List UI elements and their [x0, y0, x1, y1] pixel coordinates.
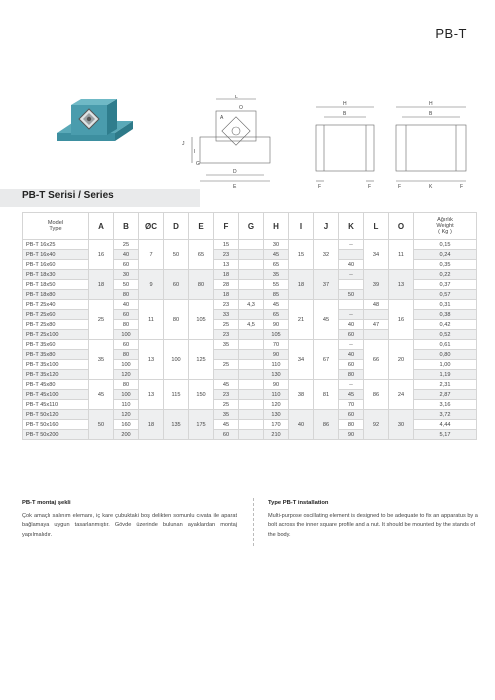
cell-B: 60	[114, 260, 139, 270]
cell-model: PB-T 35x100	[23, 360, 89, 370]
cell-G	[239, 280, 264, 290]
cell-K: 60	[339, 410, 364, 420]
montaj-section	[22, 499, 237, 540]
cell-F: 13	[214, 260, 239, 270]
cell-C: 13	[139, 340, 164, 380]
cell-H: 30	[264, 240, 289, 250]
cell-C: 18	[139, 410, 164, 440]
dim-L-label: L	[235, 95, 238, 100]
cell-A: 25	[89, 300, 114, 340]
table-row	[23, 240, 477, 250]
col-header-B: B	[114, 213, 139, 240]
cell-weight: 2,31	[414, 380, 477, 390]
cell-J: 37	[314, 270, 339, 300]
cell-model: PB-T 16x40	[23, 250, 89, 260]
cell-L: 47	[364, 320, 389, 330]
cell-B: 30	[114, 270, 139, 280]
cell-B: 80	[114, 320, 139, 330]
cell-G	[239, 410, 264, 420]
cell-model: PB-T 25x80	[23, 320, 89, 330]
cell-I: 34	[289, 340, 314, 380]
cell-model: PB-T 35x60	[23, 340, 89, 350]
cell-H: 110	[264, 360, 289, 370]
cell-J: 32	[314, 240, 339, 270]
cell-G	[239, 420, 264, 430]
cell-G	[239, 260, 264, 270]
dim-J-label: J	[182, 141, 185, 147]
installation-text: Multi-purpose oscillating element is designed to be adequate to fix an apparatus by a bolt across the inner square profile and a nut. It should be mounted by the stands of the body.	[268, 512, 478, 538]
cell-weight: 0,22	[414, 270, 477, 280]
product-image	[55, 95, 135, 155]
cell-weight: 0,61	[414, 340, 477, 350]
cell-O: 13	[389, 270, 414, 300]
cell-weight: 0,24	[414, 250, 477, 260]
cell-D: 115	[164, 380, 189, 410]
cell-K: 70	[339, 400, 364, 410]
col-header-H: H	[264, 213, 289, 240]
cell-weight: 0,38	[414, 310, 477, 320]
cell-I: 40	[289, 410, 314, 440]
cell-B: 25	[114, 240, 139, 250]
cell-A: 18	[89, 270, 114, 300]
cell-model: PB-T 18x80	[23, 290, 89, 300]
dim-A-label: A	[220, 115, 224, 121]
cell-model: PB-T 25x40	[23, 300, 89, 310]
cell-F: 23	[214, 330, 239, 340]
cell-F: 15	[214, 240, 239, 250]
cell-B: 60	[114, 340, 139, 350]
cell-A: 35	[89, 340, 114, 380]
col-header-K: K	[339, 213, 364, 240]
cell-G	[239, 380, 264, 390]
col-header-model: Model Type	[23, 213, 89, 240]
spec-table	[22, 212, 477, 440]
cell-F: 35	[214, 410, 239, 420]
col-header-weight: Ağırlık Weight ( Kg )	[414, 213, 477, 240]
cell-L: 66	[364, 340, 389, 380]
cell-G	[239, 330, 264, 340]
dim-H-label: H	[429, 101, 433, 107]
cell-F	[214, 350, 239, 360]
end-view-drawing	[392, 95, 472, 190]
dim-K-label: K	[429, 184, 433, 190]
cell-model: PB-T 50x160	[23, 420, 89, 430]
cell-weight: 0,80	[414, 350, 477, 360]
cell-H: 55	[264, 280, 289, 290]
cell-E: 150	[189, 380, 214, 410]
cell-L: 34	[364, 240, 389, 270]
cell-H: 45	[264, 250, 289, 260]
cell-G	[239, 270, 264, 280]
side-view-drawing	[180, 95, 285, 190]
cell-E: 125	[189, 340, 214, 380]
cell-O: 24	[389, 380, 414, 410]
col-header-O: O	[389, 213, 414, 240]
cell-G	[239, 350, 264, 360]
cell-L	[364, 330, 389, 340]
cell-L	[364, 310, 389, 320]
dim-E-label: E	[233, 184, 237, 190]
cell-G: 4,3	[239, 300, 264, 310]
cell-weight: 2,87	[414, 390, 477, 400]
cell-B: 50	[114, 280, 139, 290]
cell-H: 90	[264, 380, 289, 390]
cell-G	[239, 290, 264, 300]
cell-K: 80	[339, 420, 364, 430]
cell-K: 40	[339, 350, 364, 360]
cell-C: 7	[139, 240, 164, 270]
cell-F: 18	[214, 290, 239, 300]
cell-F: 25	[214, 360, 239, 370]
cell-H: 85	[264, 290, 289, 300]
cell-weight: 1,19	[414, 370, 477, 380]
table-header-row	[23, 213, 477, 240]
col-header-I: I	[289, 213, 314, 240]
cell-B: 80	[114, 350, 139, 360]
cell-B: 100	[114, 360, 139, 370]
cell-I: 38	[289, 380, 314, 410]
cell-H: 35	[264, 270, 289, 280]
cell-L: 86	[364, 380, 389, 410]
cell-O: 30	[389, 410, 414, 440]
cell-F: 25	[214, 400, 239, 410]
cell-D: 80	[164, 300, 189, 340]
cell-F: 25	[214, 320, 239, 330]
dim-F-label: F	[368, 184, 372, 190]
cell-F: 23	[214, 300, 239, 310]
cell-H: 90	[264, 350, 289, 360]
cell-F: 18	[214, 270, 239, 280]
cell-A: 50	[89, 410, 114, 440]
cell-H: 120	[264, 400, 289, 410]
cell-O: 11	[389, 240, 414, 270]
cell-G	[239, 340, 264, 350]
cell-B: 80	[114, 380, 139, 390]
cell-model: PB-T 25x60	[23, 310, 89, 320]
cell-B: 40	[114, 300, 139, 310]
cell-O: 16	[389, 300, 414, 340]
cell-D: 50	[164, 240, 189, 270]
dim-F-label: F	[398, 184, 402, 190]
cell-B: 120	[114, 370, 139, 380]
cell-K: 50	[339, 290, 364, 300]
cell-C: 9	[139, 270, 164, 300]
cell-K: --	[339, 240, 364, 250]
cell-F: 35	[214, 340, 239, 350]
col-header-C: ØC	[139, 213, 164, 240]
dim-B-label: B	[429, 111, 433, 117]
cell-K: --	[339, 340, 364, 350]
cell-F: 23	[214, 390, 239, 400]
cell-weight: 0,52	[414, 330, 477, 340]
cell-H: 70	[264, 340, 289, 350]
cell-F: 45	[214, 420, 239, 430]
cell-G	[239, 360, 264, 370]
cell-model: PB-T 50x120	[23, 410, 89, 420]
cell-O: 20	[389, 340, 414, 380]
cell-B: 200	[114, 430, 139, 440]
cell-K: 45	[339, 390, 364, 400]
cell-model: PB-T 45x100	[23, 390, 89, 400]
cell-H: 110	[264, 390, 289, 400]
cell-model: PB-T 35x120	[23, 370, 89, 380]
installation-section	[268, 499, 478, 540]
cell-C: 11	[139, 300, 164, 340]
cell-model: PB-T 16x60	[23, 260, 89, 270]
col-header-F: F	[214, 213, 239, 240]
cell-G	[239, 310, 264, 320]
cell-B: 160	[114, 420, 139, 430]
front-view-drawing	[310, 95, 380, 190]
table-row	[23, 410, 477, 420]
cell-B: 120	[114, 410, 139, 420]
cell-weight: 0,15	[414, 240, 477, 250]
cell-model: PB-T 25x100	[23, 330, 89, 340]
cell-G	[239, 370, 264, 380]
cell-K	[339, 250, 364, 260]
cell-A: 45	[89, 380, 114, 410]
cell-G	[239, 390, 264, 400]
cell-H: 65	[264, 260, 289, 270]
cell-K: 60	[339, 360, 364, 370]
cell-B: 40	[114, 250, 139, 260]
cell-weight: 0,42	[414, 320, 477, 330]
table-row	[23, 270, 477, 280]
table-row	[23, 300, 477, 310]
dim-H-label: H	[343, 101, 347, 107]
cell-K: 90	[339, 430, 364, 440]
cell-K: 40	[339, 320, 364, 330]
cell-C: 13	[139, 380, 164, 410]
cell-E: 65	[189, 240, 214, 270]
cell-weight: 0,31	[414, 300, 477, 310]
cell-weight: 0,37	[414, 280, 477, 290]
cell-H: 90	[264, 320, 289, 330]
cell-weight: 5,17	[414, 430, 477, 440]
cell-B: 110	[114, 400, 139, 410]
cell-K	[339, 280, 364, 290]
cell-K: --	[339, 270, 364, 280]
cell-F: 33	[214, 310, 239, 320]
montaj-title: PB-T montaj şekli	[22, 500, 71, 506]
series-title: PB-T Serisi / Series	[22, 190, 114, 201]
cell-J: 45	[314, 300, 339, 340]
cell-I: 15	[289, 240, 314, 270]
cell-D: 100	[164, 340, 189, 380]
montaj-text: Çok amaçlı salınım elemanı, iç kare çubuktaki boş delikten somunlu cıvata ile aparat bağlamaya uygun tasarlanmıştır. Gövde üzerinde bulunan ayaklardan montaj yapılmalıdır.	[22, 512, 237, 538]
dim-G-label: G	[196, 161, 200, 167]
dim-B-label: B	[343, 111, 347, 117]
dim-F-label: F	[318, 184, 322, 190]
table-row	[23, 380, 477, 390]
cell-B: 100	[114, 330, 139, 340]
cell-H: 210	[264, 430, 289, 440]
cell-L: 48	[364, 300, 389, 310]
cell-E: 105	[189, 300, 214, 340]
cell-F: 45	[214, 380, 239, 390]
cell-B: 80	[114, 290, 139, 300]
cell-H: 130	[264, 410, 289, 420]
cell-J: 67	[314, 340, 339, 380]
cell-H: 45	[264, 300, 289, 310]
catalog-code: PB-T	[435, 26, 467, 41]
cell-model: PB-T 18x50	[23, 280, 89, 290]
cell-E: 175	[189, 410, 214, 440]
cell-J: 81	[314, 380, 339, 410]
cell-K: 40	[339, 260, 364, 270]
cell-H: 170	[264, 420, 289, 430]
cell-F: 23	[214, 250, 239, 260]
cell-H: 65	[264, 310, 289, 320]
cell-weight: 4,44	[414, 420, 477, 430]
table-row	[23, 340, 477, 350]
cell-G	[239, 430, 264, 440]
cell-weight: 3,16	[414, 400, 477, 410]
cell-F	[214, 370, 239, 380]
cell-H: 130	[264, 370, 289, 380]
cell-D: 135	[164, 410, 189, 440]
cell-weight: 0,57	[414, 290, 477, 300]
cell-model: PB-T 45x110	[23, 400, 89, 410]
cell-L: 39	[364, 270, 389, 300]
cell-K: 60	[339, 330, 364, 340]
cell-G	[239, 400, 264, 410]
cell-model: PB-T 45x80	[23, 380, 89, 390]
cell-K: --	[339, 310, 364, 320]
cell-J: 86	[314, 410, 339, 440]
cell-weight: 3,72	[414, 410, 477, 420]
cell-I: 18	[289, 270, 314, 300]
installation-title: Type PB-T installation	[268, 500, 329, 506]
cell-A: 16	[89, 240, 114, 270]
col-header-E: E	[189, 213, 214, 240]
cell-weight: 0,35	[414, 260, 477, 270]
column-divider	[253, 498, 254, 546]
col-header-A: A	[89, 213, 114, 240]
col-header-L: L	[364, 213, 389, 240]
cell-D: 60	[164, 270, 189, 300]
cell-model: PB-T 35x80	[23, 350, 89, 360]
dim-D-label: D	[233, 169, 237, 175]
col-header-G: G	[239, 213, 264, 240]
cell-I: 21	[289, 300, 314, 340]
cell-K: 80	[339, 370, 364, 380]
cell-model: PB-T 50x200	[23, 430, 89, 440]
cell-E: 80	[189, 270, 214, 300]
dim-F-label: F	[460, 184, 464, 190]
cell-model: PB-T 18x30	[23, 270, 89, 280]
cell-H: 105	[264, 330, 289, 340]
dim-I-label: I	[194, 149, 196, 155]
cell-G: 4,5	[239, 320, 264, 330]
cell-F: 60	[214, 430, 239, 440]
cell-B: 100	[114, 390, 139, 400]
cell-B: 60	[114, 310, 139, 320]
col-header-D: D	[164, 213, 189, 240]
cell-G	[239, 250, 264, 260]
cell-model: PB-T 16x25	[23, 240, 89, 250]
cell-F: 28	[214, 280, 239, 290]
cell-K	[339, 300, 364, 310]
dim-O-label: O	[239, 105, 243, 111]
col-header-J: J	[314, 213, 339, 240]
cell-K: --	[339, 380, 364, 390]
cell-G	[239, 240, 264, 250]
cell-L: 92	[364, 410, 389, 440]
cell-weight: 1,00	[414, 360, 477, 370]
